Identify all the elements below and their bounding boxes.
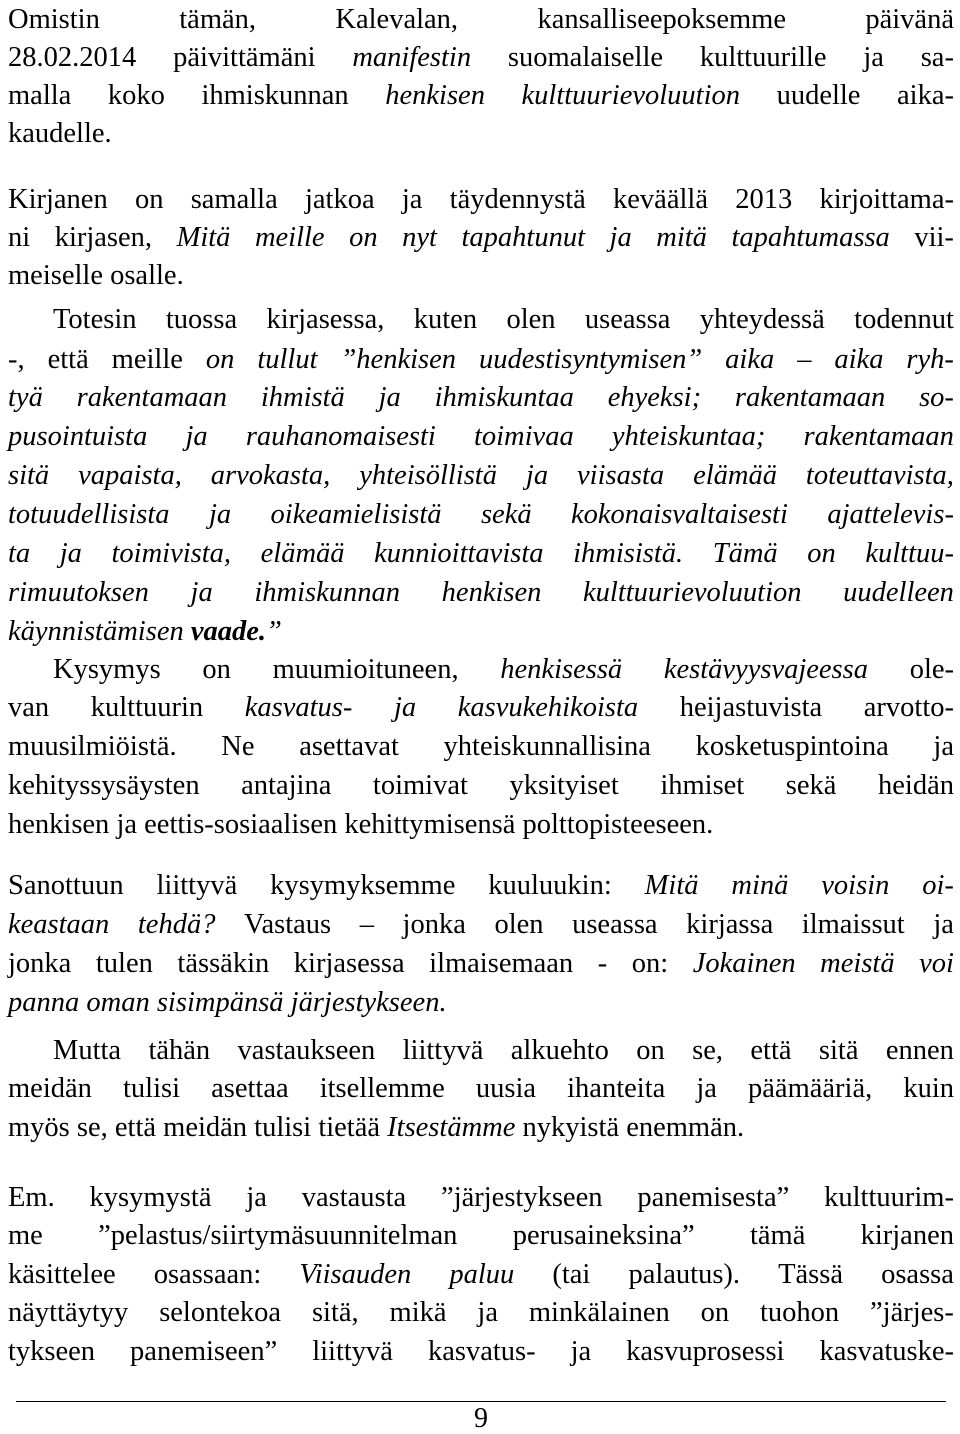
text-word: henkisen bbox=[8, 809, 110, 840]
text-word: sitä bbox=[8, 460, 50, 491]
text-word: kosketuspintoina bbox=[695, 731, 889, 762]
text-word: tietää bbox=[318, 1112, 381, 1143]
text-word: kaudelle. bbox=[8, 118, 112, 149]
text-word: malla bbox=[8, 80, 72, 111]
text-line bbox=[8, 0, 954, 39]
text-word: asettavat bbox=[299, 731, 399, 762]
text-word: muusilmiöistä. bbox=[8, 731, 177, 762]
text-word: ja bbox=[185, 421, 208, 452]
text-word: samalla bbox=[190, 184, 278, 215]
text-word: alkuehto bbox=[510, 1035, 609, 1066]
text-line bbox=[8, 805, 954, 844]
text-word: Kalevalan, bbox=[335, 4, 459, 35]
text-word: yhteiskunnallisina bbox=[443, 731, 651, 762]
text-word: on bbox=[349, 222, 378, 253]
text-word: ajattelevis- bbox=[827, 499, 954, 530]
text-line bbox=[8, 1108, 954, 1147]
text-word: on bbox=[134, 184, 164, 215]
text-word: sitä, bbox=[311, 1297, 359, 1328]
text-word: käynnistämisen bbox=[8, 616, 184, 647]
text-word: jonka bbox=[8, 948, 72, 979]
text-word: kuuluukin: bbox=[488, 870, 612, 901]
text-word: panemisesta” bbox=[637, 1182, 790, 1213]
text-word: vapaista, bbox=[78, 460, 182, 491]
text-word: näyttäytyy bbox=[8, 1297, 129, 1328]
text-line bbox=[8, 340, 954, 379]
text-word: tulisi bbox=[122, 1073, 180, 1104]
text-word: kehittymisensä bbox=[344, 809, 516, 840]
text-word: kirjasessa, bbox=[266, 304, 385, 335]
text-line bbox=[8, 866, 954, 905]
text-word: van bbox=[8, 692, 50, 723]
text-word: - bbox=[597, 948, 608, 979]
text-word: on bbox=[205, 344, 235, 375]
text-word: Ne bbox=[221, 731, 255, 762]
text-line bbox=[8, 1069, 954, 1108]
text-word: että bbox=[750, 1035, 792, 1066]
text-word: heidän bbox=[878, 770, 954, 801]
text-line bbox=[8, 417, 954, 456]
text-word: panemiseen” bbox=[130, 1336, 278, 1367]
text-word: kulttuurievoluution bbox=[583, 577, 802, 608]
text-word: minkälainen bbox=[528, 1297, 670, 1328]
text-word: toimivista, bbox=[111, 538, 232, 569]
text-word: henkisessä bbox=[500, 654, 623, 685]
text-word: Vastaus bbox=[244, 909, 332, 940]
text-line bbox=[8, 1178, 954, 1217]
text-word: ja bbox=[933, 909, 954, 940]
text-word: on bbox=[636, 1035, 665, 1066]
text-line bbox=[8, 1031, 954, 1070]
text-word: vii- bbox=[914, 222, 954, 253]
text-word: kirjasessa bbox=[293, 948, 405, 979]
text-word: kirjasen, bbox=[54, 222, 153, 253]
text-word: vaade. bbox=[190, 616, 267, 647]
text-word: rauhanomaisesti bbox=[245, 421, 436, 452]
text-word: ja bbox=[59, 538, 82, 569]
text-word: uudestisyntymisen” bbox=[478, 344, 703, 375]
text-word: ja bbox=[401, 184, 423, 215]
text-word: on bbox=[202, 654, 231, 685]
text-word: sekä bbox=[785, 770, 837, 801]
text-line bbox=[8, 180, 954, 219]
text-word: ja bbox=[393, 692, 417, 723]
text-word: meille bbox=[254, 222, 325, 253]
text-word: henkisen bbox=[385, 80, 485, 111]
text-word: – bbox=[359, 909, 374, 940]
text-word: ihmiskunnan bbox=[254, 577, 401, 608]
text-word: tapahtunut bbox=[461, 222, 586, 253]
text-word: ihmistä bbox=[260, 382, 345, 413]
text-word: myös bbox=[8, 1112, 70, 1143]
text-word: ihmiset bbox=[660, 770, 745, 801]
text-word: kansalliseepoksemme bbox=[537, 4, 786, 35]
text-word: toimivat bbox=[372, 770, 468, 801]
text-word: kuten bbox=[413, 304, 478, 335]
text-word: sisimpänsä bbox=[156, 987, 284, 1018]
text-word: Totesin bbox=[53, 304, 137, 335]
text-word: ja bbox=[933, 731, 954, 762]
text-word: järjestykseen. bbox=[290, 987, 447, 1018]
text-word: manifestin bbox=[352, 42, 472, 73]
text-word: kulttuurin bbox=[90, 692, 204, 723]
text-word: polttopisteeseen. bbox=[522, 809, 714, 840]
text-word: kasvatus- bbox=[427, 1336, 536, 1367]
text-word: päivittämäni bbox=[173, 42, 316, 73]
text-word: nyt bbox=[402, 222, 437, 253]
text-word: kuin bbox=[903, 1073, 954, 1104]
text-word: koko bbox=[107, 80, 165, 111]
text-word: aika bbox=[725, 344, 775, 375]
text-word: ryh- bbox=[906, 344, 954, 375]
text-word: (tai bbox=[552, 1259, 591, 1290]
text-line bbox=[8, 688, 954, 727]
text-word: mitä bbox=[656, 222, 707, 253]
text-line bbox=[8, 573, 954, 612]
text-line bbox=[8, 456, 954, 495]
text-word: Mutta bbox=[53, 1035, 122, 1066]
text-word: sa- bbox=[920, 42, 954, 73]
text-word: ta bbox=[8, 538, 31, 569]
text-word: ja bbox=[609, 222, 632, 253]
text-word: me bbox=[8, 1220, 43, 1251]
text-word: useassa bbox=[572, 909, 658, 940]
text-word: vastausta bbox=[301, 1182, 407, 1213]
text-word: tuohon bbox=[759, 1297, 840, 1328]
text-word: kasvukehikoista bbox=[457, 692, 639, 723]
text-word: toimivaa bbox=[473, 421, 574, 452]
text-word: aika- bbox=[897, 80, 954, 111]
text-word: Em. bbox=[8, 1182, 55, 1213]
footer-rule bbox=[16, 1401, 946, 1402]
text-line bbox=[8, 114, 954, 153]
text-word: Kysymys bbox=[53, 654, 161, 685]
text-word: keväällä bbox=[613, 184, 708, 215]
text-word: Tässä bbox=[778, 1259, 843, 1290]
text-word: kestävyysvajeessa bbox=[663, 654, 868, 685]
text-line bbox=[8, 612, 954, 651]
text-word: toteuttavista, bbox=[805, 460, 954, 491]
text-word: Mitä bbox=[176, 222, 231, 253]
text-word: tullut bbox=[257, 344, 318, 375]
text-line bbox=[8, 1216, 954, 1255]
text-word: ja bbox=[246, 1182, 267, 1213]
text-line bbox=[8, 727, 954, 766]
text-word: ”pelastus/siirtymäsuunnitelman bbox=[98, 1220, 458, 1251]
text-word: perusaineksina” bbox=[512, 1220, 695, 1251]
text-word: sekä bbox=[480, 499, 532, 530]
text-word: mikä bbox=[389, 1297, 447, 1328]
text-word: tykseen bbox=[8, 1336, 96, 1367]
text-word: nykyistä bbox=[522, 1112, 620, 1143]
text-word: ihmiskuntaa bbox=[434, 382, 574, 413]
text-word: Mitä bbox=[644, 870, 699, 901]
text-word: meille bbox=[111, 344, 183, 375]
text-word: enemmän. bbox=[626, 1112, 745, 1143]
text-word: eettis-sosiaalisen bbox=[144, 809, 338, 840]
text-word: ”henkisen bbox=[340, 344, 457, 375]
text-word: kulttuurim- bbox=[824, 1182, 954, 1213]
text-word: keastaan bbox=[8, 909, 110, 940]
text-word: ja bbox=[190, 577, 213, 608]
text-word: todennut bbox=[854, 304, 954, 335]
text-word: yhteisöllistä bbox=[359, 460, 497, 491]
text-word: kokonaisvaltaisesti bbox=[571, 499, 788, 530]
text-word: meistä bbox=[820, 948, 895, 979]
text-word: pusointuista bbox=[8, 421, 148, 452]
text-line bbox=[8, 534, 954, 573]
text-word: ennen bbox=[885, 1035, 954, 1066]
text-word: asettaa bbox=[211, 1073, 289, 1104]
text-word: on bbox=[700, 1297, 730, 1328]
text-word: yksityiset bbox=[509, 770, 619, 801]
text-word: kulttuurille bbox=[699, 42, 827, 73]
text-word: rakentamaan bbox=[734, 382, 886, 413]
text-word: kasvuprosessi bbox=[626, 1336, 785, 1367]
text-word: se, bbox=[692, 1035, 724, 1066]
text-word: henkisen bbox=[441, 577, 542, 608]
text-line bbox=[8, 256, 954, 295]
text-word: tulisi bbox=[254, 1112, 312, 1143]
text-word: oi- bbox=[922, 870, 954, 901]
text-word: olen bbox=[506, 304, 556, 335]
text-word: kirjassa bbox=[686, 909, 774, 940]
text-word: että bbox=[47, 344, 89, 375]
text-word: heijastuvista bbox=[679, 692, 823, 723]
text-word: muumioituneen, bbox=[272, 654, 459, 685]
text-word: meidän bbox=[163, 1112, 248, 1143]
text-word: ja bbox=[378, 382, 401, 413]
text-word: Itsestämme bbox=[387, 1112, 516, 1143]
text-word: ja bbox=[696, 1073, 717, 1104]
text-word: ”järjestykseen bbox=[441, 1182, 603, 1213]
text-line bbox=[8, 1293, 954, 1332]
text-word: paluu bbox=[449, 1259, 515, 1290]
text-line bbox=[8, 650, 954, 689]
text-word: tulen bbox=[95, 948, 153, 979]
text-word: ihanteita bbox=[567, 1073, 666, 1104]
text-word: kysymyksemme bbox=[270, 870, 456, 901]
text-word: kirjoittama- bbox=[819, 184, 954, 215]
text-word: 2013 bbox=[735, 184, 793, 215]
text-word: käsittelee bbox=[8, 1259, 116, 1290]
text-word bbox=[191, 612, 282, 651]
page-number: 9 bbox=[474, 1403, 488, 1434]
text-line bbox=[8, 378, 954, 417]
text-word: liittyvä bbox=[312, 1336, 393, 1367]
text-word: ”järjes- bbox=[870, 1297, 954, 1328]
text-word: rakentamaan bbox=[76, 382, 228, 413]
text-word: kulttuu- bbox=[865, 538, 954, 569]
text-line bbox=[8, 1332, 954, 1371]
text-word: jonka bbox=[402, 909, 466, 940]
text-word: aika bbox=[834, 344, 884, 375]
text-word: liittyvä bbox=[402, 1035, 484, 1066]
text-word: tämän, bbox=[179, 4, 257, 35]
text-line bbox=[8, 905, 954, 944]
text-word: oikeamielisistä bbox=[270, 499, 442, 530]
text-word: ihmiskunnan bbox=[201, 80, 349, 111]
text-word: arvokasta, bbox=[210, 460, 331, 491]
text-word: selontekoa bbox=[159, 1297, 282, 1328]
text-word: tässäkin bbox=[177, 948, 270, 979]
text-word: Omistin bbox=[8, 4, 100, 35]
text-word: yhteydessä bbox=[699, 304, 825, 335]
text-word: totuudellisista bbox=[8, 499, 170, 530]
text-word: kunnioittavista bbox=[374, 538, 544, 569]
text-word: oman bbox=[86, 987, 150, 1018]
text-word: osalle. bbox=[110, 260, 184, 291]
text-word: voi bbox=[919, 948, 954, 979]
text-word: tyä bbox=[8, 382, 43, 413]
text-word: panna bbox=[8, 987, 80, 1018]
text-word: elämää bbox=[260, 538, 345, 569]
text-word: vastaukseen bbox=[237, 1035, 376, 1066]
text-word: kehityssysäysten bbox=[8, 770, 200, 801]
text-word: meidän bbox=[8, 1073, 92, 1104]
text-word: ja bbox=[116, 809, 138, 840]
text-word: kirjanen bbox=[860, 1220, 954, 1251]
text-word: ehyeksi; bbox=[607, 382, 702, 413]
text-word: täydennystä bbox=[449, 184, 586, 215]
text-word: useassa bbox=[584, 304, 671, 335]
text-word: jatkoa bbox=[304, 184, 375, 215]
text-word: sitä bbox=[818, 1035, 859, 1066]
text-line bbox=[8, 38, 954, 77]
text-word: suomalaiselle bbox=[507, 42, 664, 73]
text-word: ja bbox=[863, 42, 884, 73]
text-word: tämä bbox=[749, 1220, 806, 1251]
text-word: ni bbox=[8, 222, 31, 253]
text-word: kasvatus- bbox=[244, 692, 353, 723]
text-word: uusia bbox=[475, 1073, 537, 1104]
text-word: -, bbox=[8, 344, 25, 375]
text-word: kasvatuske- bbox=[819, 1336, 954, 1367]
text-word: voisin bbox=[821, 870, 890, 901]
text-word: liittyvä bbox=[156, 870, 238, 901]
text-word: ja bbox=[477, 1297, 498, 1328]
text-line bbox=[8, 495, 954, 534]
text-word: kysymystä bbox=[89, 1182, 212, 1213]
text-word: meiselle bbox=[8, 260, 103, 291]
text-word: ja bbox=[570, 1336, 592, 1367]
text-word: yhteiskuntaa; bbox=[611, 421, 766, 452]
text-word: ihmisistä. bbox=[573, 538, 684, 569]
text-word: tuossa bbox=[165, 304, 238, 335]
text-word: on: bbox=[631, 948, 669, 979]
text-word: että bbox=[114, 1112, 157, 1143]
text-word: päivänä bbox=[865, 4, 954, 35]
text-word: osassaan: bbox=[153, 1259, 262, 1290]
text-word: tehdä? bbox=[137, 909, 216, 940]
text-word: ilmaissut bbox=[801, 909, 905, 940]
text-word: Kirjanen bbox=[8, 184, 108, 215]
text-word: tähän bbox=[148, 1035, 211, 1066]
text-word: palautus). bbox=[628, 1259, 741, 1290]
text-word: osassa bbox=[881, 1259, 954, 1290]
text-word: – bbox=[797, 344, 812, 375]
text-word: elämää bbox=[693, 460, 777, 491]
text-line bbox=[8, 218, 954, 257]
text-word: ” bbox=[266, 616, 282, 647]
text-line bbox=[8, 300, 954, 339]
text-word: Tämä bbox=[712, 538, 778, 569]
text-word: minä bbox=[731, 870, 789, 901]
text-word: Jokainen bbox=[692, 948, 796, 979]
text-word: se, bbox=[76, 1112, 108, 1143]
text-word: Viisauden bbox=[299, 1259, 412, 1290]
text-word: itsellemme bbox=[319, 1073, 445, 1104]
text-word: viisasta bbox=[577, 460, 665, 491]
text-word: ilmaisemaan bbox=[429, 948, 574, 979]
text-word: uudelleen bbox=[843, 577, 954, 608]
text-word: so- bbox=[919, 382, 954, 413]
text-word: arvotto- bbox=[863, 692, 954, 723]
text-line bbox=[8, 1255, 954, 1294]
text-line bbox=[8, 766, 954, 805]
text-word: ja bbox=[525, 460, 549, 491]
text-word: ole- bbox=[909, 654, 954, 685]
text-word: päämääriä, bbox=[748, 1073, 873, 1104]
text-word: uudelle bbox=[776, 80, 861, 111]
text-word: 28.02.2014 bbox=[8, 42, 137, 73]
text-word: rakentamaan bbox=[803, 421, 954, 452]
text-word: Sanottuun bbox=[8, 870, 124, 901]
text-word: tapahtumassa bbox=[731, 222, 890, 253]
text-line bbox=[8, 983, 954, 1022]
text-word: on bbox=[807, 538, 836, 569]
text-line bbox=[8, 944, 954, 983]
text-word: antajina bbox=[241, 770, 332, 801]
text-line bbox=[8, 76, 954, 115]
text-word: olen bbox=[494, 909, 544, 940]
text-word: rimuutoksen bbox=[8, 577, 149, 608]
text-word: kulttuurievoluution bbox=[521, 80, 740, 111]
text-word: ja bbox=[208, 499, 232, 530]
